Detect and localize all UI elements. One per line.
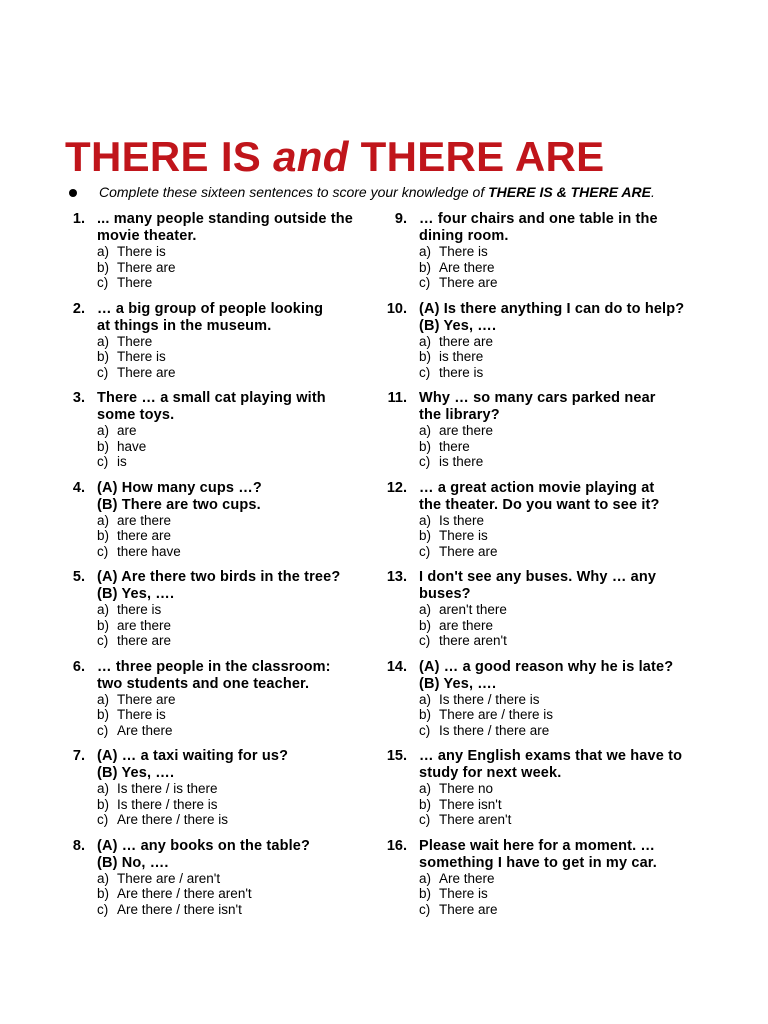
answer-option-a[interactable] xyxy=(97,244,380,260)
question-text xyxy=(419,659,710,693)
option-letter: a) xyxy=(419,333,432,349)
option-text: There xyxy=(117,275,153,290)
option-text: There is xyxy=(117,349,166,364)
answer-option-c[interactable] xyxy=(97,275,380,291)
question-line: (B) Yes, …. xyxy=(97,586,175,602)
answer-option-a[interactable] xyxy=(97,334,380,350)
answer-option-c[interactable] xyxy=(419,275,710,291)
option-text: There are / aren't xyxy=(117,870,221,886)
option-letter: b) xyxy=(97,617,110,633)
option-letter: c) xyxy=(97,543,109,559)
option-text: Are there xyxy=(439,259,495,275)
option-letter: b) xyxy=(419,438,432,454)
question-text xyxy=(419,390,710,424)
instructions-text: Complete these sixteen sentences to score your knowledge of xyxy=(99,184,489,200)
answer-option-b[interactable] xyxy=(97,886,380,902)
answer-option-b[interactable] xyxy=(419,707,710,723)
answer-options xyxy=(419,423,710,470)
option-letter: c) xyxy=(419,454,431,469)
instructions-bold-1: THERE IS xyxy=(488,184,553,200)
option-text: There is xyxy=(439,244,488,259)
answer-options xyxy=(419,244,710,291)
question-3 xyxy=(58,390,380,480)
option-letter: a) xyxy=(97,512,110,528)
question-line: (A) … any books on the table? xyxy=(97,837,310,854)
option-text: There are xyxy=(117,364,176,380)
question-text xyxy=(97,301,380,335)
instructions-ampersand: & xyxy=(552,184,571,200)
option-text: There is xyxy=(439,886,488,901)
question-line: (A) … a good reason why he is late? xyxy=(419,658,674,675)
option-letter: a) xyxy=(97,602,110,617)
option-letter: c) xyxy=(97,275,109,290)
option-text: There are xyxy=(117,259,176,275)
answer-option-b[interactable] xyxy=(419,886,710,902)
answer-option-c[interactable] xyxy=(97,812,380,828)
answer-option-b[interactable] xyxy=(97,707,380,723)
option-letter: c) xyxy=(419,543,431,559)
option-letter: a) xyxy=(419,512,432,528)
option-text: there have xyxy=(117,543,181,559)
instructions xyxy=(64,183,754,201)
question-text xyxy=(419,480,710,514)
answer-option-c[interactable] xyxy=(419,723,710,739)
answer-options xyxy=(97,334,380,381)
option-text: is xyxy=(117,454,127,469)
instructions-end: . xyxy=(650,184,655,200)
question-9 xyxy=(380,211,710,301)
option-text: have xyxy=(117,438,147,454)
answer-options xyxy=(419,513,710,560)
question-line: (B) There are two cups. xyxy=(97,496,261,513)
option-letter: a) xyxy=(419,244,432,259)
question-6 xyxy=(58,659,380,749)
option-letter: b) xyxy=(97,259,110,275)
answer-option-c[interactable] xyxy=(97,902,380,918)
question-text xyxy=(97,390,380,424)
option-text: There are xyxy=(117,691,176,707)
question-number: 11. xyxy=(387,390,407,406)
question-number: 10. xyxy=(386,300,407,317)
answer-option-a[interactable] xyxy=(419,513,710,529)
question-11 xyxy=(380,390,710,480)
question-number: 6. xyxy=(72,658,85,675)
question-line: some toys. xyxy=(97,407,175,423)
question-line: at things in the museum. xyxy=(97,317,272,334)
option-text: there xyxy=(439,438,470,454)
option-letter: a) xyxy=(97,691,110,707)
answer-option-a[interactable] xyxy=(97,781,380,797)
question-8 xyxy=(58,838,380,928)
question-number: 5. xyxy=(72,569,85,585)
answer-option-c[interactable] xyxy=(97,633,380,649)
answer-option-a[interactable] xyxy=(97,513,380,529)
question-line: (B) Yes, …. xyxy=(419,675,497,692)
question-number: 9. xyxy=(394,211,407,227)
question-text xyxy=(97,659,380,693)
option-text: Are there / there is xyxy=(117,812,229,827)
option-letter: a) xyxy=(97,423,110,438)
answer-option-b[interactable] xyxy=(419,439,710,455)
bullet-icon xyxy=(69,189,77,197)
answer-options xyxy=(97,602,380,649)
answer-option-a[interactable] xyxy=(419,334,710,350)
option-text: There are xyxy=(439,275,498,290)
question-line: I don't see any buses. Why … any xyxy=(419,569,657,585)
option-text: are xyxy=(117,423,137,438)
option-text: are there xyxy=(117,512,172,528)
option-letter: a) xyxy=(97,781,110,796)
question-text xyxy=(97,211,380,245)
question-number: 14. xyxy=(386,658,407,675)
question-line: movie theater. xyxy=(97,228,197,244)
option-letter: a) xyxy=(419,691,432,707)
question-number: 16. xyxy=(386,837,407,854)
question-line: … any English exams that we have to xyxy=(419,748,683,764)
option-text: There aren't xyxy=(439,812,512,827)
answer-options xyxy=(419,692,710,739)
answer-option-c[interactable] xyxy=(419,633,710,649)
question-text xyxy=(419,301,710,335)
answer-option-b[interactable] xyxy=(97,349,380,365)
option-text: is there xyxy=(439,454,484,469)
option-text: aren't there xyxy=(439,602,507,617)
answer-options xyxy=(419,334,710,381)
answer-option-b[interactable] xyxy=(419,797,710,813)
questions-column-left xyxy=(58,211,380,927)
option-letter: c) xyxy=(97,901,109,917)
option-text: There are xyxy=(439,901,498,917)
question-line: Why … so many cars parked near xyxy=(419,390,656,406)
answer-option-a[interactable] xyxy=(419,781,710,797)
answer-options xyxy=(97,692,380,739)
option-letter: b) xyxy=(419,886,432,901)
question-2 xyxy=(58,301,380,391)
option-letter: b) xyxy=(97,349,110,364)
question-text xyxy=(97,838,380,872)
option-letter: a) xyxy=(97,333,110,349)
question-line: the theater. Do you want to see it? xyxy=(419,496,660,513)
option-letter: a) xyxy=(97,244,110,259)
option-letter: b) xyxy=(419,796,432,812)
question-14 xyxy=(380,659,710,749)
option-text: there aren't xyxy=(439,633,507,648)
option-letter: c) xyxy=(419,364,431,380)
option-text: Are there / there aren't xyxy=(117,886,252,901)
answer-option-c[interactable] xyxy=(97,454,380,470)
question-line: (A) Is there anything I can do to help? xyxy=(419,300,685,317)
answer-option-a[interactable] xyxy=(97,692,380,708)
option-letter: c) xyxy=(419,901,431,917)
answer-option-b[interactable] xyxy=(97,618,380,634)
question-line: There … a small cat playing with xyxy=(97,390,326,406)
option-letter: c) xyxy=(97,633,109,648)
question-number: 3. xyxy=(72,390,85,406)
answer-option-c[interactable] xyxy=(419,544,710,560)
answer-options xyxy=(419,602,710,649)
answer-option-c[interactable] xyxy=(419,365,710,381)
option-text: there are xyxy=(117,633,172,648)
option-letter: a) xyxy=(419,781,432,796)
answer-option-b[interactable] xyxy=(97,528,380,544)
question-number: 2. xyxy=(72,300,85,317)
question-12 xyxy=(380,480,710,570)
question-number: 4. xyxy=(72,479,85,496)
answer-option-a[interactable] xyxy=(97,871,380,887)
title-part-3: THERE ARE xyxy=(348,133,605,180)
question-16 xyxy=(380,838,710,928)
answer-options xyxy=(97,871,380,918)
option-letter: c) xyxy=(97,722,109,738)
title-part-2: and xyxy=(273,133,349,180)
answer-options xyxy=(97,423,380,470)
answer-option-b[interactable] xyxy=(419,618,710,634)
page-title xyxy=(65,131,604,183)
option-letter: c) xyxy=(419,275,431,290)
question-line: something I have to get in my car. xyxy=(419,854,657,871)
answer-options xyxy=(97,244,380,291)
option-letter: c) xyxy=(419,722,431,738)
option-text: There are / there is xyxy=(439,707,554,722)
answer-option-a[interactable] xyxy=(97,423,380,439)
question-line: … a big group of people looking xyxy=(97,300,324,317)
option-text: There is xyxy=(439,528,488,543)
option-text: There xyxy=(117,333,153,349)
question-line: the library? xyxy=(419,407,500,423)
question-number: 15. xyxy=(386,748,407,764)
option-letter: c) xyxy=(97,364,109,380)
answer-option-a[interactable] xyxy=(419,423,710,439)
option-letter: b) xyxy=(419,528,432,543)
option-text: There is xyxy=(117,244,166,259)
answer-options xyxy=(419,781,710,828)
option-text: Is there xyxy=(439,512,485,528)
option-text: there are xyxy=(117,528,172,543)
title-part-1: THERE IS xyxy=(65,133,274,180)
answer-option-c[interactable] xyxy=(419,902,710,918)
option-text: there is xyxy=(117,602,162,617)
option-letter: b) xyxy=(97,796,110,812)
question-number: 13. xyxy=(386,569,407,585)
option-letter: b) xyxy=(97,886,110,901)
instructions-bold-2: THERE ARE xyxy=(570,184,651,200)
option-text: there are xyxy=(439,333,494,349)
answer-option-b[interactable] xyxy=(97,439,380,455)
option-letter: c) xyxy=(97,454,109,469)
question-line: (B) Yes, …. xyxy=(419,317,497,334)
option-text: Are there / there isn't xyxy=(117,901,242,917)
question-4 xyxy=(58,480,380,570)
option-letter: c) xyxy=(97,812,109,827)
question-15 xyxy=(380,748,710,838)
option-text: Is there / is there xyxy=(117,781,218,796)
option-letter: b) xyxy=(97,707,110,722)
answer-option-a[interactable] xyxy=(419,244,710,260)
option-letter: b) xyxy=(419,707,432,722)
answer-option-a[interactable] xyxy=(419,602,710,618)
question-line: (A) … a taxi waiting for us? xyxy=(97,748,289,764)
answer-option-a[interactable] xyxy=(97,602,380,618)
option-letter: b) xyxy=(419,617,432,633)
option-letter: b) xyxy=(97,438,110,454)
question-line: (B) No, …. xyxy=(97,854,169,871)
option-text: are there xyxy=(117,617,172,633)
option-letter: a) xyxy=(97,870,110,886)
question-text xyxy=(419,211,710,245)
question-line: … three people in the classroom: xyxy=(97,658,331,675)
question-line: dining room. xyxy=(419,228,509,244)
option-text: There no xyxy=(439,781,494,796)
answer-option-c[interactable] xyxy=(419,812,710,828)
option-letter: a) xyxy=(419,602,432,617)
option-letter: c) xyxy=(419,812,431,827)
question-line: two students and one teacher. xyxy=(97,675,310,692)
option-text: is there xyxy=(439,349,484,364)
option-text: Are there xyxy=(439,870,495,886)
question-text xyxy=(419,569,710,603)
answer-option-c[interactable] xyxy=(97,723,380,739)
option-text: Are there xyxy=(117,722,173,738)
question-text xyxy=(419,748,710,782)
question-number: 7. xyxy=(72,748,85,764)
option-letter: a) xyxy=(419,870,432,886)
option-letter: a) xyxy=(419,423,432,438)
question-text xyxy=(97,569,380,603)
option-text: there is xyxy=(439,364,484,380)
question-line: (A) Are there two birds in the tree? xyxy=(97,569,341,585)
question-line: study for next week. xyxy=(419,765,562,781)
question-number: 1. xyxy=(72,211,85,227)
question-line: … four chairs and one table in the xyxy=(419,211,658,227)
question-line: buses? xyxy=(419,586,471,602)
answer-option-a[interactable] xyxy=(419,692,710,708)
answer-option-c[interactable] xyxy=(97,365,380,381)
question-number: 8. xyxy=(72,837,85,854)
answer-options xyxy=(97,513,380,560)
answer-option-b[interactable] xyxy=(419,349,710,365)
question-line: (B) Yes, …. xyxy=(97,765,175,781)
option-text: There are xyxy=(439,543,498,559)
question-1 xyxy=(58,211,380,301)
option-text: There is xyxy=(117,707,166,722)
question-line: (A) How many cups …? xyxy=(97,479,262,496)
option-text: Is there / there is xyxy=(439,691,540,707)
question-13 xyxy=(380,569,710,659)
question-text xyxy=(419,838,710,872)
option-letter: b) xyxy=(419,259,432,275)
option-letter: b) xyxy=(97,528,110,543)
answer-option-b[interactable] xyxy=(419,528,710,544)
option-text: Is there / there are xyxy=(439,722,550,738)
answer-option-b[interactable] xyxy=(97,260,380,276)
option-text: Is there / there is xyxy=(117,796,218,812)
answer-option-b[interactable] xyxy=(419,260,710,276)
question-7 xyxy=(58,748,380,838)
question-line: … a great action movie playing at xyxy=(419,479,655,496)
option-text: are there xyxy=(439,423,494,438)
question-10 xyxy=(380,301,710,391)
answer-option-b[interactable] xyxy=(97,797,380,813)
answer-option-a[interactable] xyxy=(419,871,710,887)
answer-options xyxy=(97,781,380,828)
question-text xyxy=(97,480,380,514)
question-text xyxy=(97,748,380,782)
option-text: There isn't xyxy=(439,796,502,812)
option-letter: b) xyxy=(419,349,432,364)
question-5 xyxy=(58,569,380,659)
question-number: 12. xyxy=(386,479,407,496)
option-letter: c) xyxy=(419,633,431,648)
option-text: are there xyxy=(439,617,494,633)
questions-column-right xyxy=(380,211,710,927)
question-line: Please wait here for a moment. … xyxy=(419,837,656,854)
answer-option-c[interactable] xyxy=(419,454,710,470)
question-line: ... many people standing outside the xyxy=(97,211,353,227)
answer-option-c[interactable] xyxy=(97,544,380,560)
answer-options xyxy=(419,871,710,918)
